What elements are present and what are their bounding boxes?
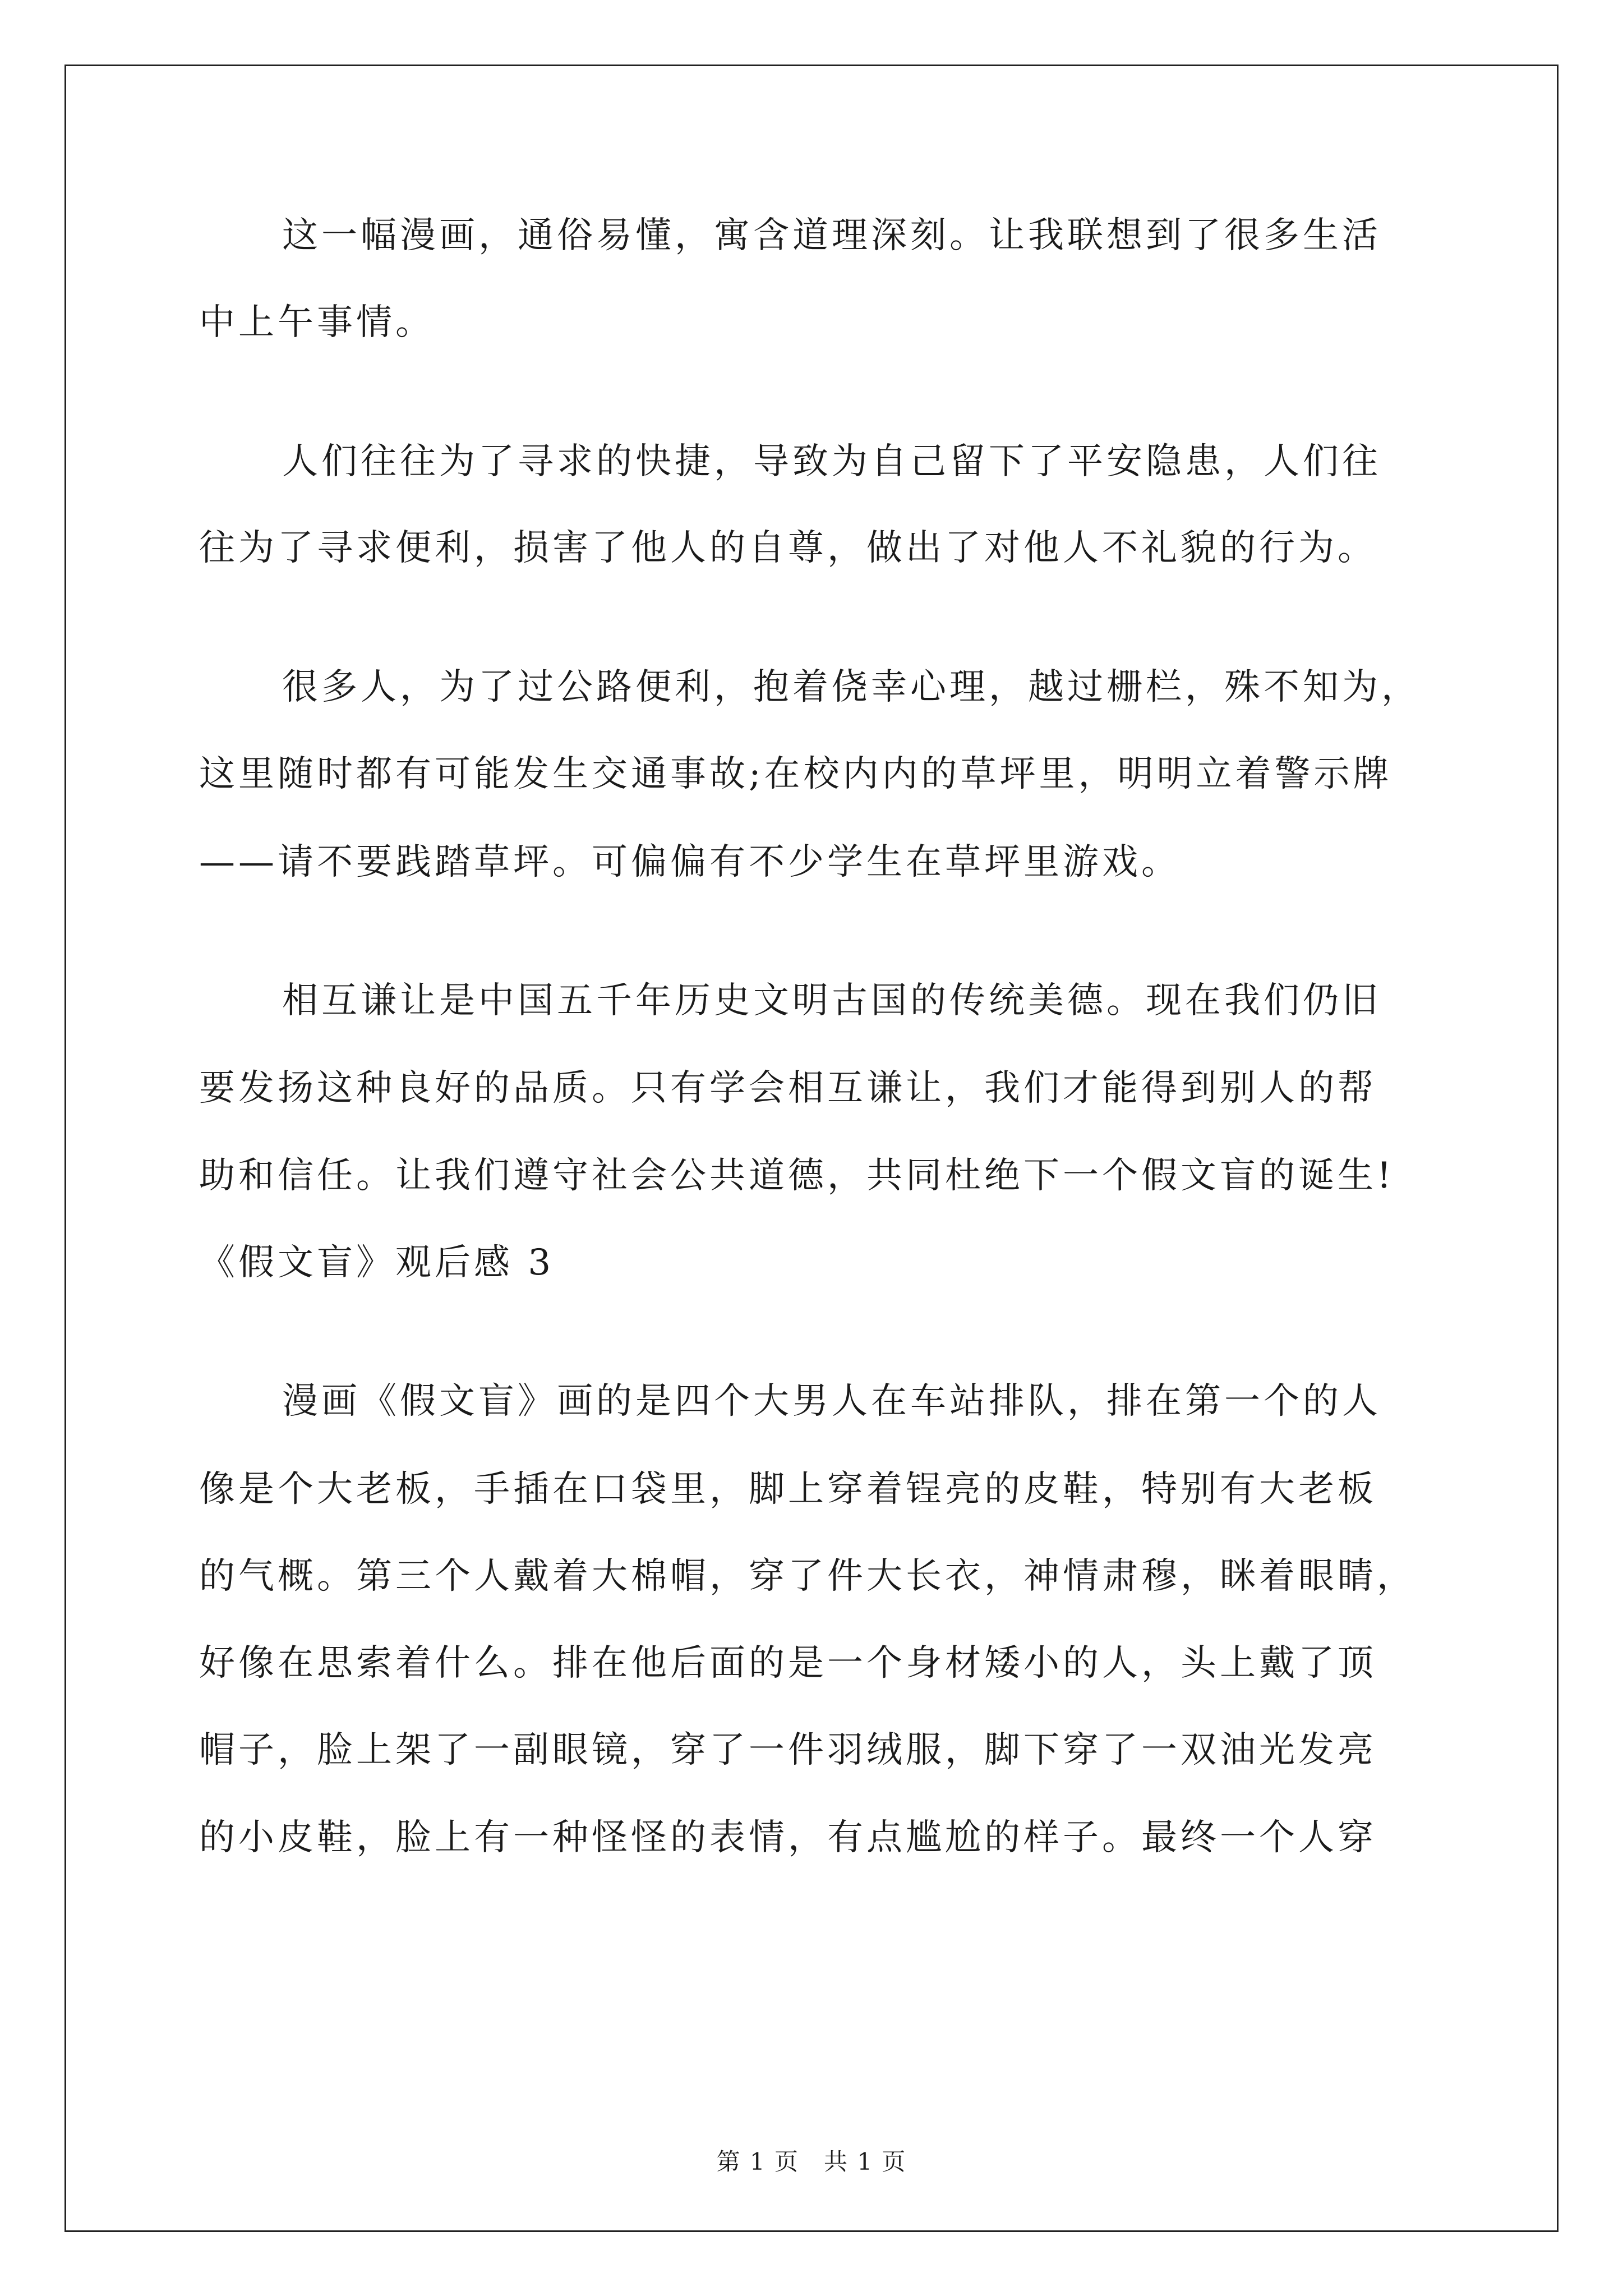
- text-line: 往为了寻求便利，损害了他人的自尊，做出了对他人不礼貌的行为。: [199, 527, 1377, 569]
- text-line: 人们往往为了寻求的快捷，导致为自己留下了平安隐患，人们往: [282, 441, 1381, 482]
- text-line: 帽子，脸上架了一副眼镜，穿了一件羽绒服，脚下穿了一双油光发亮: [199, 1729, 1377, 1771]
- text-line: 的小皮鞋，脸上有一种怪怪的表情，有点尴尬的样子。最终一个人穿: [199, 1817, 1377, 1858]
- text-line: 的气概。第三个人戴着大棉帽，穿了件大长衣，神情肃穆，眯着眼睛，: [199, 1556, 1416, 1597]
- text-line: ——请不要践踏草坪。可偏偏有不少学生在草坪里游戏。: [199, 841, 1181, 883]
- section-heading: 《假文盲》观后感 3: [199, 1242, 555, 1283]
- text-line: 像是个大老板，手插在口袋里，脚上穿着锃亮的皮鞋，特别有大老板: [199, 1469, 1377, 1510]
- text-line: 这一幅漫画，通俗易懂，寓含道理深刻。让我联想到了很多生活: [282, 215, 1381, 256]
- text-line: 很多人，为了过公路便利，抱着侥幸心理，越过栅栏，殊不知为，: [282, 666, 1421, 708]
- text-line: 中上午事情。: [199, 302, 435, 343]
- text-line: 助和信任。让我们遵守社会公共道德，共同杜绝下一个假文盲的诞生!: [199, 1155, 1395, 1197]
- text-line: 好像在思索着什么。排在他后面的是一个身材矮小的人，头上戴了顶: [199, 1642, 1377, 1684]
- text-line: 要发扬这种良好的品质。只有学会相互谦让，我们才能得到别人的帮: [199, 1068, 1377, 1109]
- page-border: [64, 65, 1559, 2232]
- text-line: 相互谦让是中国五千年历史文明古国的传统美德。现在我们仍旧: [282, 980, 1381, 1022]
- text-line: 漫画《假文盲》画的是四个大男人在车站排队，排在第一个的人: [282, 1381, 1381, 1422]
- text-line: 这里随时都有可能发生交通事故;在校内内的草坪里，明明立着警示牌: [199, 753, 1393, 795]
- page-number-footer: 第 1 页 共 1 页: [716, 2148, 907, 2175]
